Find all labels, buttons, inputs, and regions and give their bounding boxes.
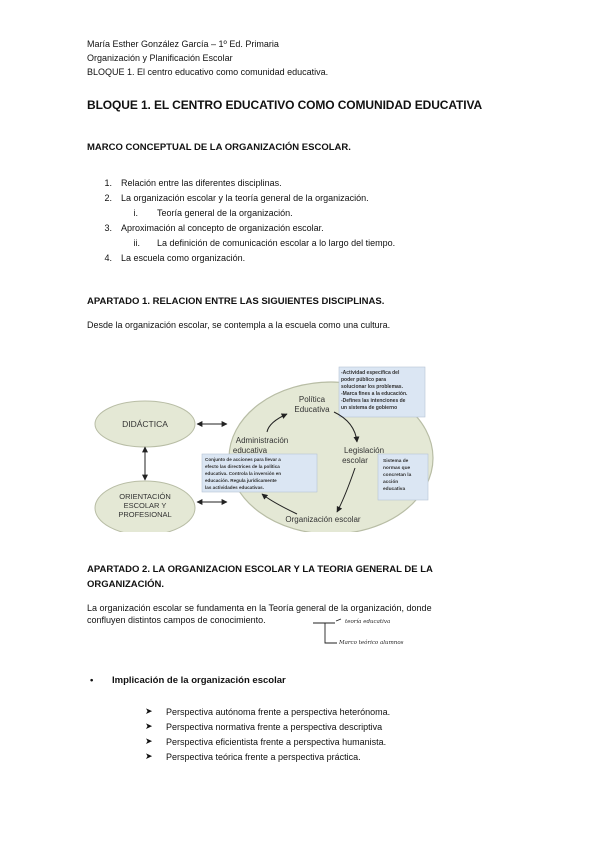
list-text: Aproximación al concepto de organización escolar.: [121, 223, 324, 233]
organizacion-label: Organización escolar: [285, 515, 361, 524]
list-item: [145, 719, 390, 734]
header-subject: Organización y Planificación Escolar: [87, 53, 233, 63]
note-admin-line: Conjunto de acciones para llevar a: [205, 457, 281, 462]
list-text: Perspectiva normativa frente a perspectiva descriptiva: [166, 721, 383, 732]
bullet-icon: •: [90, 675, 94, 686]
note-politica-line: -Actividad específica del: [341, 370, 400, 376]
list-number: 2.: [104, 193, 112, 203]
list-number: 1.: [104, 178, 112, 188]
handwritten-note-1: teoría educativa: [345, 619, 391, 625]
list-text: Teoría general de la organización.: [157, 208, 293, 218]
administracion-label-1: Administración: [235, 436, 289, 445]
list-text: Perspectiva eficientista frente a perspectiva humanista.: [166, 736, 387, 747]
document-header: [87, 37, 328, 79]
note-admin-line: las actividades educativas.: [205, 485, 264, 490]
note-legis-line: acción: [383, 480, 399, 485]
list-number: ii.: [133, 238, 140, 248]
politica-label-1: Política: [298, 395, 326, 404]
list-item: [145, 749, 390, 764]
note-politica-line: -Defines las intenciones de: [341, 398, 406, 404]
note-politica-line: poder público para: [341, 377, 387, 383]
politica-label-2: Educativa: [294, 405, 330, 414]
list-item: [145, 734, 390, 749]
administracion-label-2: educativa: [232, 446, 268, 455]
perspectives-list: [145, 704, 390, 764]
arrow-bullet-icon: ➤: [145, 706, 153, 716]
list-number: 3.: [104, 223, 112, 233]
arrow-bullet-icon: ➤: [145, 721, 153, 731]
list-text: Perspectiva teórica frente a perspectiva práctica.: [166, 751, 361, 762]
note-politica-line: -Marca fines a la educación.: [341, 391, 408, 397]
note-admin-line: efecto las directrices de la política: [205, 464, 280, 469]
list-number: 4.: [104, 253, 112, 263]
note-politica-line: solucionar los problemas.: [341, 384, 403, 390]
orientacion-label-1: ORIENTACIÓN: [119, 492, 171, 501]
section-heading-apartado-2-line1: APARTADO 2. LA ORGANIZACION ESCOLAR Y LA TEORIA GENERAL DE LA: [87, 564, 433, 575]
paragraph-apartado-1: Desde la organización escolar, se contempla a la escuela como una cultura.: [87, 320, 391, 330]
list-item: [145, 704, 390, 719]
note-politica-line: un sistema de gobierno: [341, 405, 398, 411]
note-legis-line: educativa: [383, 487, 406, 492]
implicacion-heading-text: Implicación de la organización escolar: [112, 675, 286, 686]
arrow-bullet-icon: ➤: [145, 736, 153, 746]
list-text: Relación entre las diferentes disciplinas.: [121, 178, 282, 188]
section-heading-apartado-1: APARTADO 1. RELACION ENTRE LAS SIGUIENTES DISCIPLINAS.: [87, 296, 385, 307]
list-text: La escuela como organización.: [121, 253, 246, 263]
list-text: La organización escolar y la teoría general de la organización.: [121, 193, 369, 203]
handwritten-annotation: [305, 615, 425, 660]
note-legis-line: Sistema de: [383, 459, 409, 464]
section-heading-marco: MARCO CONCEPTUAL DE LA ORGANIZACIÓN ESCOLAR.: [87, 142, 351, 153]
handwritten-note-2: Marco teórico alumnos: [339, 640, 404, 646]
paragraph-apartado-2-line2: confluyen distintos campos de conocimiento.: [87, 615, 266, 625]
note-admin-line: educativa. Controla la inversión en: [205, 471, 282, 476]
note-legis-line: concretan la: [383, 473, 412, 478]
paragraph-apartado-2-line1: La organización escolar se fundamenta en la Teoría general de la organización, donde: [87, 603, 432, 613]
header-author: María Esther González García – 1º Ed. Primaria: [87, 39, 279, 49]
orientacion-label-2: ESCOLAR Y: [123, 501, 167, 510]
list-text: Perspectiva autónoma frente a perspectiva heterónoma.: [166, 706, 391, 717]
arrow-bullet-icon: ➤: [145, 751, 153, 761]
note-admin-line: educación. Regula jurídicamente: [205, 478, 277, 483]
note-legis-line: normas que: [383, 466, 411, 471]
list-number: i.: [133, 208, 138, 218]
didactica-label: DIDÁCTICA: [122, 419, 168, 429]
disciplines-diagram: [87, 362, 437, 537]
implicacion-heading: [90, 675, 286, 686]
legislacion-label-2: escolar: [342, 456, 368, 465]
header-block: BLOQUE 1. El centro educativo como comunidad educativa.: [87, 67, 329, 77]
legislacion-label-1: Legislación: [343, 446, 385, 455]
section-heading-apartado-2-line2: ORGANIZACIÓN.: [87, 579, 165, 590]
list-text: La definición de comunicación escolar a lo largo del tiempo.: [157, 238, 396, 248]
page-title: BLOQUE 1. EL CENTRO EDUCATIVO COMO COMUNIDAD EDUCATIVA: [87, 98, 483, 112]
orientacion-label-3: PROFESIONAL: [118, 510, 172, 519]
